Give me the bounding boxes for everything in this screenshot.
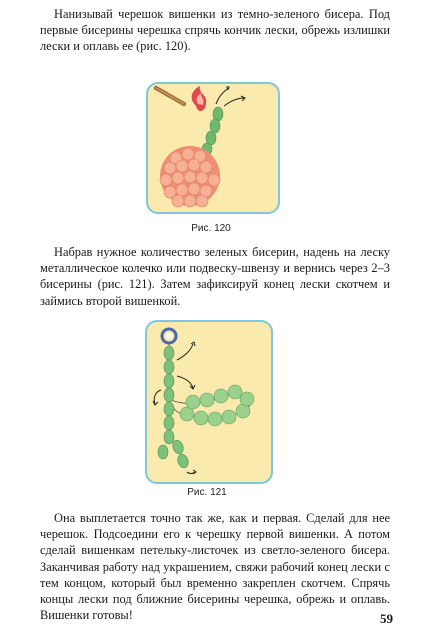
loop-beads	[180, 385, 254, 426]
figure-120-illustration	[146, 82, 280, 214]
figure-121-caption: Рис. 121	[187, 487, 227, 498]
bead-chain-illustration	[147, 322, 271, 482]
arrow-icon	[216, 87, 245, 106]
cherry-bead-illustration	[148, 84, 278, 212]
paragraph-second: Набрав нужное количество зеленых бисерин, надень на леску металлическое колечко или подвеску-швензу и вернись через 2–3 бисерины (рис. 121). Затем зафиксируй конец лески скотчем и займись второй вишенкой.	[40, 245, 390, 308]
figure-121-illustration	[145, 320, 273, 484]
paragraph-third: Она выплетается точно так же, как и первая. Сделай для нее черешок. Подсоедини его к черешку первой вишенки. А потом сделай вишенкам петельку-листочек из светло-зеленого бисера. Заканчивая работу над украшением, свяжи рабочий конец лески с тем концом, который был временно закреплен скотчем. Спрячь концы лески под ближние бисерины черешка, обрежь и оплавь. Вишенки готовы!	[40, 511, 390, 623]
figure-120-caption: Рис. 120	[191, 223, 231, 234]
page-number: 59	[380, 611, 393, 626]
paragraph-intro: Нанизывай черешок вишенки из темно-зеленого бисера. Под первые бисерины черешка спрячь кончик лески, обрежь излишки лески и оплавь ее (рис. 120).	[40, 7, 390, 54]
lighter-icon	[156, 88, 184, 104]
cherry-bead-ball	[160, 146, 220, 207]
metal-ring-icon	[162, 329, 176, 343]
flame-icon	[192, 86, 207, 111]
branch-beads	[158, 439, 190, 470]
stem-beads	[164, 346, 174, 444]
